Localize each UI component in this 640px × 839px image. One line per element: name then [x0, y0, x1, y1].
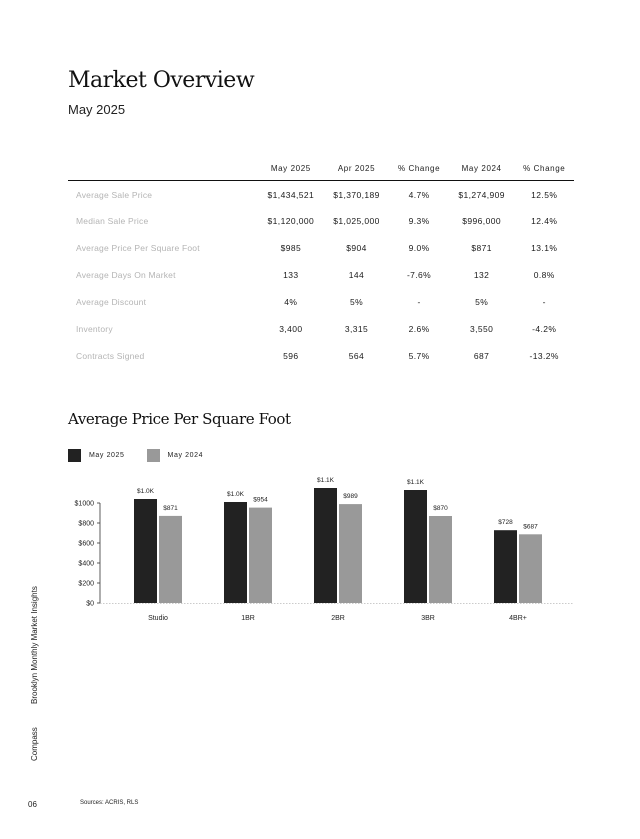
- table-cell: 4.7%: [408, 189, 430, 200]
- table-cell: 133: [283, 269, 299, 280]
- legend-label: May 2024: [167, 451, 204, 459]
- chart-legend: [68, 448, 225, 462]
- bar-2br-series-1: [339, 504, 362, 603]
- table-header-cell: May 2024: [449, 158, 515, 180]
- bar-3br-series-0: [404, 490, 427, 603]
- bar-value-label: $989: [343, 493, 358, 501]
- table-body: [68, 180, 574, 369]
- bar-studio-series-1: [159, 516, 182, 603]
- table-header-cell: % Change: [389, 158, 448, 180]
- legend-label: May 2025: [89, 451, 125, 459]
- table-cell: -13.2%: [529, 350, 559, 361]
- legend-swatch: [147, 449, 160, 462]
- table-cell: 12.4%: [531, 215, 558, 226]
- table-cell: 5.7%: [408, 350, 430, 361]
- table-cell: $1,274,909: [458, 189, 505, 200]
- x-category-label: 3BR: [421, 615, 435, 622]
- table-cell: $996,000: [462, 215, 501, 226]
- row-label: Inventory: [76, 323, 113, 334]
- table-row: [68, 207, 574, 234]
- table-cell: 3,315: [344, 323, 369, 334]
- row-label: Average Days On Market: [76, 269, 176, 280]
- bar-value-label: $687: [523, 523, 538, 531]
- bar-value-label: $870: [433, 505, 448, 512]
- bar-value-label: $1.0K: [227, 491, 244, 498]
- table-cell: 13.1%: [531, 242, 558, 253]
- bar-value-label: $954: [253, 496, 268, 504]
- table-cell: 9.3%: [408, 215, 430, 226]
- bar-1br-series-0: [224, 502, 247, 603]
- page-number: 06: [28, 800, 37, 809]
- table-row: [68, 315, 574, 342]
- y-tick-label: $1000: [74, 500, 94, 508]
- table-header-cell: % Change: [514, 158, 574, 180]
- x-category-label: 2BR: [331, 615, 345, 622]
- page-subtitle: May 2025: [68, 102, 126, 117]
- bar-value-label: $1.1K: [317, 477, 334, 484]
- table-cell: 5%: [475, 296, 489, 307]
- y-tick-label: $800: [78, 520, 94, 528]
- x-category-label: 4BR+: [509, 615, 527, 622]
- x-category-label: 1BR: [241, 615, 255, 622]
- legend-item-may-2025: [68, 449, 125, 462]
- table-cell: -7.6%: [406, 269, 432, 280]
- row-label: Average Price Per Square Foot: [76, 242, 200, 253]
- table-cell: 4%: [284, 296, 298, 307]
- row-label: Median Sale Price: [76, 215, 149, 226]
- table-cell: 3,550: [469, 323, 494, 334]
- bar-4br-series-1: [519, 534, 542, 603]
- y-tick-label: $200: [78, 580, 94, 588]
- table-cell: -: [542, 296, 546, 307]
- table-cell: $1,370,189: [333, 189, 380, 200]
- table-row: [68, 261, 574, 288]
- table-header-row: [68, 158, 574, 180]
- table-cell: 5%: [349, 296, 364, 307]
- bar-1br-series-1: [249, 508, 272, 603]
- sidebar-report-title: Brooklyn Monthly Market Insights: [30, 586, 39, 704]
- bar-value-label: $728: [498, 519, 513, 527]
- row-label: Average Sale Price: [76, 189, 153, 200]
- table-cell: $1,025,000: [333, 215, 380, 226]
- table-cell: $985: [280, 242, 302, 253]
- sidebar-brand: Compass: [30, 727, 39, 761]
- x-category-label: Studio: [148, 615, 168, 622]
- bar-3br-series-1: [429, 516, 452, 603]
- table-cell: -4.2%: [532, 323, 557, 334]
- y-tick-label: $600: [78, 540, 94, 548]
- table-row: [68, 288, 574, 315]
- table-cell: 12.5%: [531, 189, 558, 200]
- table-header-cell: May 2025: [258, 158, 324, 180]
- bar-4br-series-0: [494, 530, 517, 603]
- bar-value-label: $1.0K: [137, 488, 154, 495]
- legend-item-may-2024: [147, 449, 204, 462]
- table-row: [68, 342, 574, 369]
- table-cell: 132: [473, 269, 490, 280]
- bar-value-label: $1.1K: [407, 479, 424, 486]
- table-cell: 144: [348, 269, 365, 280]
- bar-studio-series-0: [134, 499, 157, 603]
- chart-title: Average Price Per Square Foot: [68, 410, 291, 428]
- legend-swatch: [68, 449, 81, 462]
- sources-note: Sources: ACRIS, RLS: [80, 800, 139, 806]
- table-cell: $904: [346, 242, 367, 253]
- y-tick-label: $400: [78, 560, 94, 568]
- row-label: Average Discount: [76, 296, 147, 307]
- table-cell: $871: [471, 242, 492, 253]
- table-header-empty: [68, 158, 258, 180]
- table-cell: $1,120,000: [267, 215, 315, 226]
- table-cell: $1,434,521: [267, 189, 315, 200]
- table-cell: 2.6%: [408, 323, 430, 334]
- table-cell: 596: [283, 350, 299, 361]
- table-cell: 687: [473, 350, 490, 361]
- bar-value-label: $871: [163, 504, 178, 512]
- table-cell: 0.8%: [533, 269, 555, 280]
- table-cell: 9.0%: [408, 242, 430, 253]
- table-cell: 3,400: [279, 323, 303, 334]
- page-title: Market Overview: [68, 68, 255, 93]
- table-row: [68, 180, 574, 207]
- row-label: Contracts Signed: [76, 350, 145, 361]
- table-header-cell: Apr 2025: [324, 158, 390, 180]
- table-cell: -: [417, 296, 421, 307]
- market-stats-table: [68, 158, 574, 369]
- y-tick-label: $0: [86, 600, 94, 608]
- bar-2br-series-0: [314, 488, 337, 603]
- table-cell: 564: [348, 350, 365, 361]
- table-row: [68, 234, 574, 261]
